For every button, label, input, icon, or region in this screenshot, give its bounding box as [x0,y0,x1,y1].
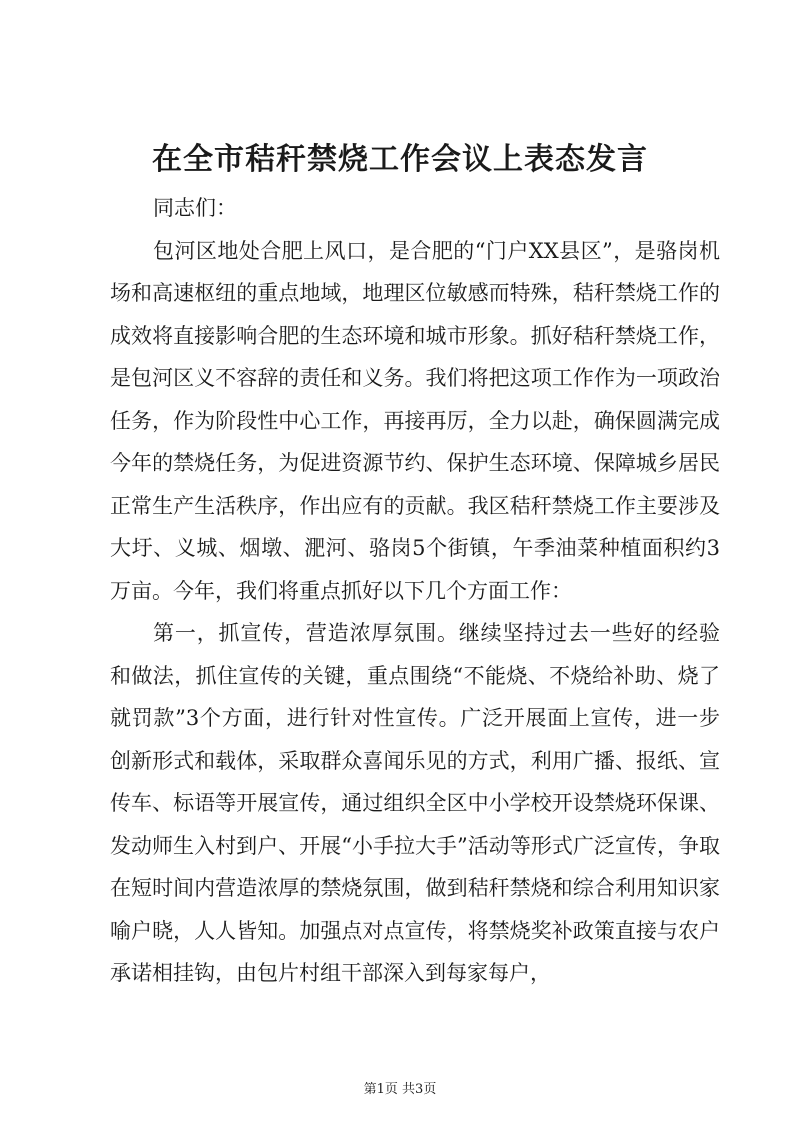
paragraph-first-point: 第一，抓宣传，营造浓厚氛围。继续坚持过去一些好的经验和做法，抓住宣传的关键，重点围绕“不能烧、不烧给补助、烧了就罚款”3个方面，进行针对性宣传。广泛开展面上宣传，进一步创新形式和载体，采取群众喜闻乐见的方式，利用广播、报纸、宣传车、标语等开展宣传，通过组织全区中小学校开设禁烧环保课、发动师生入村到户、开展“小手拉大手”活动等形式广泛宣传，争取在短时间内营造浓厚的禁烧氛围，做到秸秆禁烧和综合利用知识家喻户晓，人人皆知。加强点对点宣传，将禁烧奖补政策直接与农户承诺相挂钩，由包片村组干部深入到每家每户， [110,621,720,985]
document-title: 在全市秸秆禁烧工作会议上表态发言 [152,142,648,177]
document-body [110,187,720,995]
salutation: 同志们： [153,196,238,220]
page-footer: 第1页 共3页 [363,1082,437,1097]
paragraph-intro: 包河区地处合肥上风口，是合肥的“门户XX县区”，是骆岗机场和高速枢纽的重点地域，地理区位敏感而特殊，秸秆禁烧工作的成效将直接影响合肥的生态环境和城市形象。抓好秸秆禁烧工作，是包河区义不容辞的责任和义务。我们将把这项工作作为一项政治任务，作为阶段性中心工作，再接再厉，全力以赴，确保圆满完成今年的禁烧任务，为促进资源节约、保护生态环境、保障城乡居民正常生产生活秩序，作出应有的贡献。我区秸秆禁烧工作主要涉及大圩、义城、烟墩、淝河、骆岗5个街镇，午季油菜种植面积约3万亩。今年，我们将重点抓好以下几个方面工作： [110,238,720,603]
